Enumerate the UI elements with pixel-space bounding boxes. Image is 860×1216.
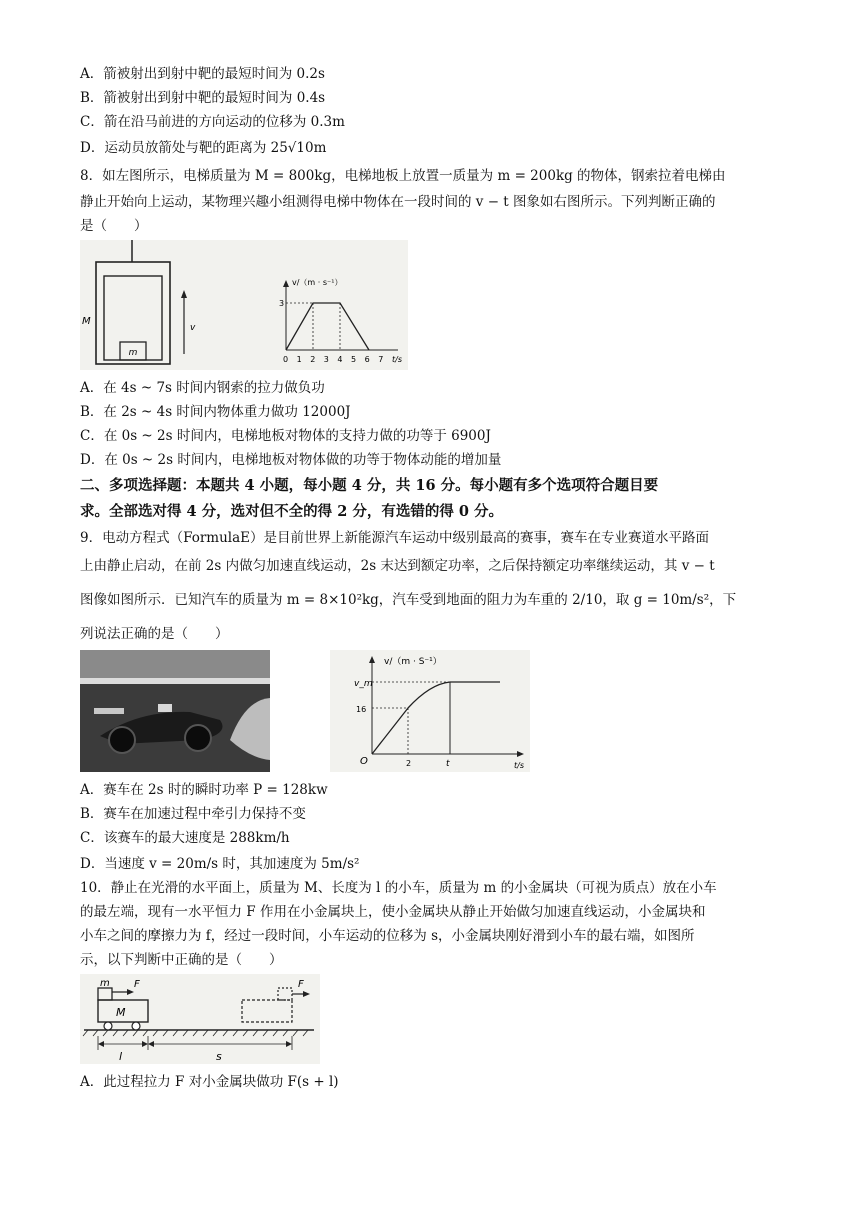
q7-option-c: C．箭在沿马前进的方向运动的位移为 0.3m: [80, 114, 345, 130]
q8-option-d: D．在 0s ~ 2s 时间内，电梯地板对物体做的功等于物体动能的增加量: [80, 452, 502, 468]
q7-option-b: B．箭被射出到射中靶的最短时间为 0.4s: [80, 90, 326, 106]
x-tick-t: t: [446, 759, 450, 769]
q10-stem-line-1: 10．静止在光滑的水平面上，质量为 M、长度为 l 的小车，质量为 m 的小金属块（可视为质点）放在小车: [80, 880, 717, 896]
x-tick-7: 7: [378, 355, 384, 364]
y-axis-label: v/（m · S⁻¹）: [384, 657, 442, 667]
q9-stem-line-4: 列说法正确的是（ ）: [80, 626, 229, 642]
q10-stem-line-3: 小车之间的摩擦力为 f，经过一段时间，小车运动的位移为 s，小金属块刚好滑到小车的最右端，如图所: [80, 928, 695, 944]
label-m: m: [100, 978, 110, 989]
x-tick-4: 4: [337, 355, 343, 364]
x-tick-1: 1: [296, 355, 302, 364]
q8-vt-graph: [279, 278, 402, 364]
y-axis-label: v/（m · s⁻¹）: [292, 278, 343, 287]
q9-vt-graph: [330, 650, 530, 772]
x-tick-2: 2: [310, 355, 316, 364]
q10-stem-line-2: 的最左端，现有一水平恒力 F 作用在小金属块上，使小金属块从静止开始做匀加速直线运动，小金属块和: [80, 904, 706, 920]
section-2-heading-line-1: 二、多项选择题：本题共 4 小题，每小题 4 分，共 16 分。每小题有多个选项符合题目要: [80, 477, 659, 494]
q9-option-b: B．赛车在加速过程中牵引力保持不变: [80, 806, 306, 822]
label-F-right: F: [298, 979, 304, 990]
q9-stem-line-2: 上由静止启动，在前 2s 内做匀加速直线运动，2s 末达到额定功率，之后保持额定功率继续运动，其 v − t: [80, 558, 715, 574]
x-axis-label: t/s: [392, 355, 402, 364]
label-v: v: [190, 323, 196, 333]
label-m: m: [128, 348, 138, 358]
section-2-heading-line-2: 求。全部选对得 4 分，选对但不全的得 2 分，有选错的得 0 分。: [80, 503, 504, 520]
q9-vt-figure: [330, 650, 530, 772]
q8-stem-line-3: 是（ ）: [80, 218, 148, 234]
block-m: [98, 988, 112, 1000]
q8-stem-line-1: 8．如左图所示，电梯质量为 M = 800kg，电梯地板上放置一质量为 m = 200kg 的物体，钢索拉着电梯由: [80, 168, 726, 184]
origin-label: O: [360, 756, 368, 767]
x-tick-5: 5: [351, 355, 357, 364]
label-F: F: [134, 979, 140, 990]
q8-figure: [80, 240, 408, 370]
label-M: M: [82, 316, 91, 327]
q8-option-b: B．在 2s ~ 4s 时间内物体重力做功 12000J: [80, 404, 351, 420]
q8-option-c: C．在 0s ~ 2s 时间内，电梯地板对物体的支持力做的功等于 6900J: [80, 428, 491, 444]
q9-stem-line-3: 图像如图所示．已知汽车的质量为 m = 8×10²kg，汽车受到地面的阻力为车重的 2/10，取 g = 10m/s²，下: [80, 592, 737, 608]
q10-stem-line-4: 示，以下判断中正确的是（ ）: [80, 952, 283, 968]
x-axis-label: t/s: [514, 761, 524, 770]
y-tick-16: 16: [356, 705, 367, 714]
label-M: M: [116, 1006, 126, 1019]
q9-option-a: A．赛车在 2s 时的瞬时功率 P = 128kw: [80, 782, 328, 798]
q10-figure-svg: [80, 974, 320, 1064]
q8-stem-line-2: 静止开始向上运动，某物理兴趣小组测得电梯中物体在一段时间的 v − t 图象如右图所示。下列判断正确的: [80, 194, 716, 210]
q7-option-a: A．箭被射出到射中靶的最短时间为 0.2s: [80, 66, 325, 82]
vt-curve: [372, 682, 500, 754]
x-tick-3: 3: [323, 355, 329, 364]
y-tick-3: 3: [279, 299, 285, 308]
q9-option-c: C．该赛车的最大速度是 288km/h: [80, 830, 290, 846]
q10-figure: [80, 974, 320, 1064]
race-car-photo: [80, 650, 270, 772]
velocity-arrow-head: [181, 290, 187, 298]
label-s: s: [216, 1050, 222, 1063]
q8-option-a: A．在 4s ~ 7s 时间内钢索的拉力做负功: [80, 380, 325, 396]
x-tick-2: 2: [406, 759, 412, 768]
q8-figure-svg: [80, 240, 408, 370]
q10-option-a: A．此过程拉力 F 对小金属块做功 F(s + l): [80, 1074, 339, 1090]
vt-line: [286, 303, 369, 350]
x-tick-0: 0: [283, 355, 289, 364]
vm-label: v_m: [354, 679, 373, 689]
q7-option-d: D．运动员放箭处与靶的距离为 25√10m: [80, 140, 327, 156]
x-tick-6: 6: [364, 355, 370, 364]
label-l: l: [119, 1050, 123, 1063]
q9-option-d: D．当速度 v = 20m/s 时，其加速度为 5m/s²: [80, 856, 360, 872]
q9-stem-line-1: 9．电动方程式（FormulaE）是目前世界上新能源汽车运动中级别最高的赛事，赛车在专业赛道水平路面: [80, 530, 710, 546]
